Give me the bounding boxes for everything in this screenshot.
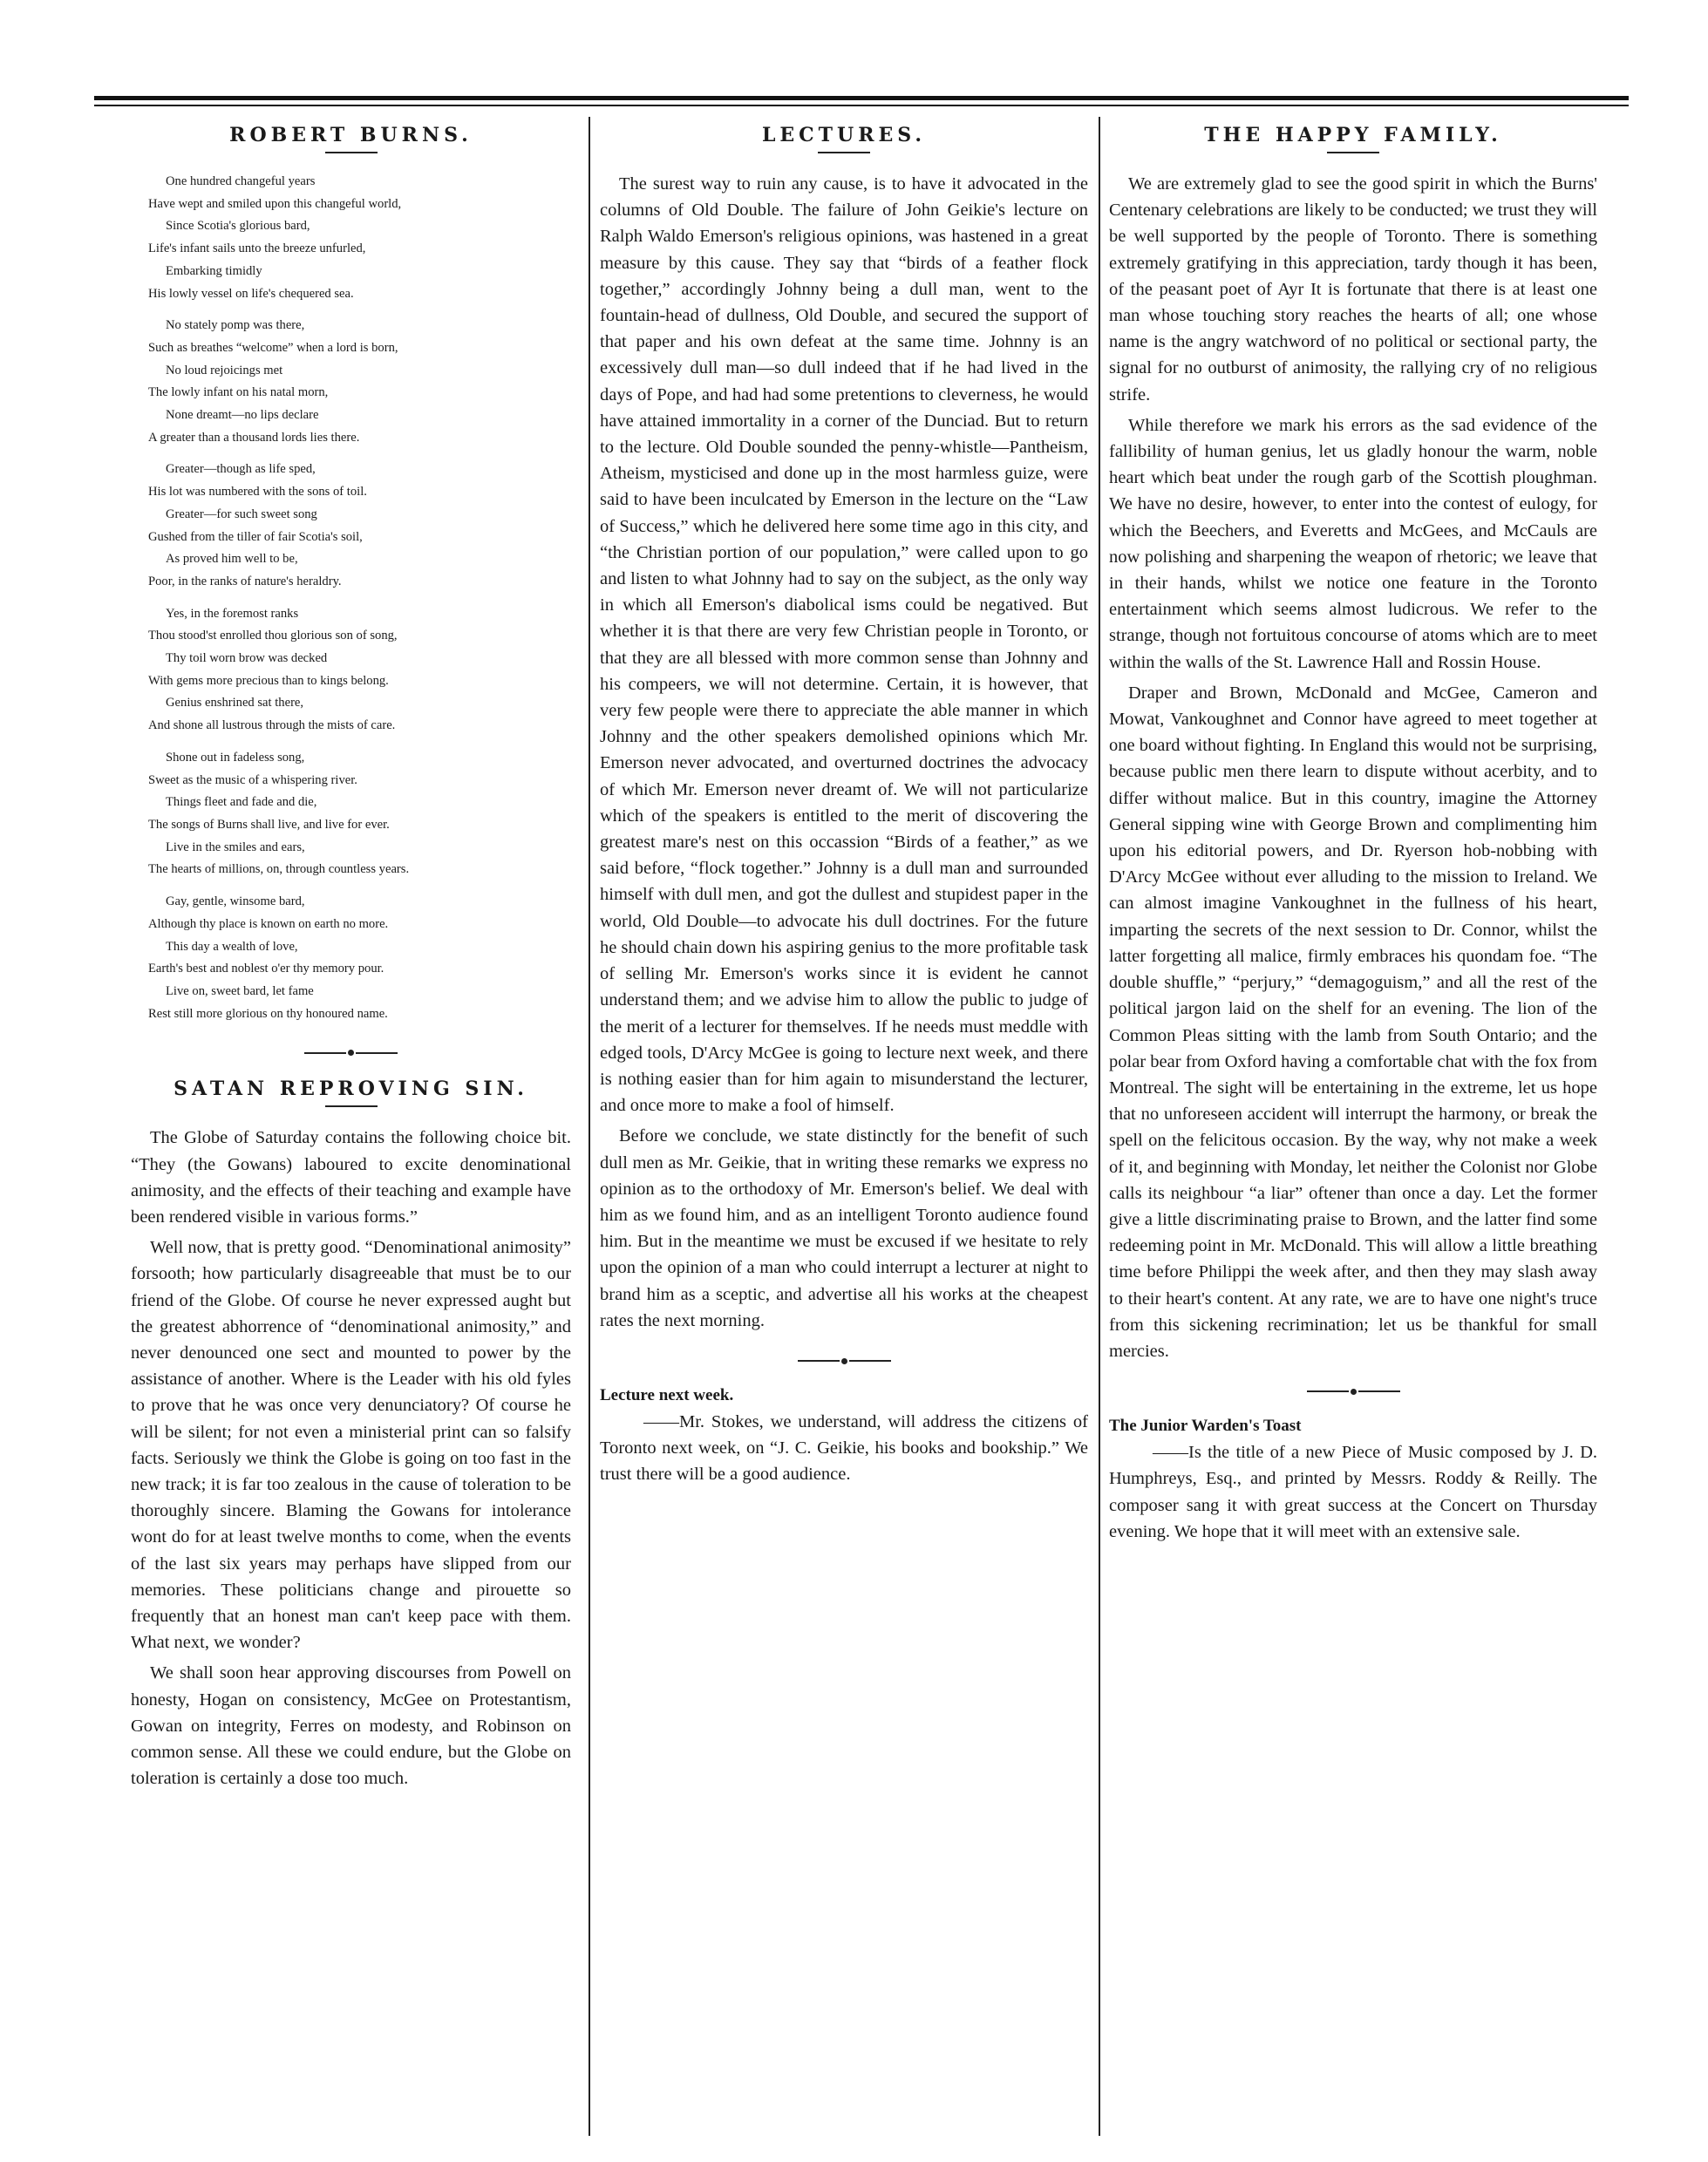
poem-line: With gems more precious than to kings belong. (148, 673, 389, 688)
poem-line: Rest still more glorious on thy honoured name. (148, 1006, 388, 1021)
title-rule (1327, 152, 1379, 153)
poem-stanza (148, 459, 571, 593)
notice-heading-lecture-next-week: Lecture next week. (600, 1385, 734, 1404)
article-paragraph: While therefore we mark his errors as the sad evidence of the fallibility of human genius, let us gladly honour the warm, noble heart which beat under the rough garb of the Scottish ploughman. We have no desire, however, to enter into the contest of eulogy, for which the Beechers, and Everetts and McGees, and McCauls are now polishing and sharpening the weapon of rhetoric; we leave that in their hands, whilst we notice one feature in the Toronto entertainment which seems almost ludicrous. We refer to the strange, though not fortuitous concourse of atoms which are to meet within the walls of the St. Lawrence Hall and Rossin House. (1109, 415, 1597, 672)
section-ornament (1109, 1384, 1597, 1399)
title-rule (325, 152, 378, 153)
poem-line: Shone out in fadeless song, (166, 750, 305, 765)
column-divider (589, 117, 590, 2136)
poem-line: Since Scotia's glorious bard, (166, 219, 310, 234)
column-left (131, 117, 571, 2122)
article-title-happy-family: THE HAPPY FAMILY. (1204, 124, 1502, 146)
column-middle (600, 117, 1088, 2122)
column-right (1109, 117, 1597, 2122)
poem-line: Thou stood'st enrolled thou glorious son of song, (148, 629, 398, 643)
article-title-satan-reproving-sin: SATAN REPROVING SIN. (174, 1078, 528, 1101)
notice-heading-junior-wardens-toast: The Junior Warden's Toast (1109, 1417, 1302, 1436)
poem-line: Earth's best and noblest o'er thy memory pour. (148, 962, 384, 976)
article-paragraph: We shall soon hear approving discourses from Powell on honesty, Hogan on consistency, McGee on Protestantism, Gowan on integrity, Ferres on modesty, and Robinson on common sense. All these we could endure, but the Globe on toleration is certainly a dose too much. (131, 1663, 571, 1789)
poem-line: The lowly infant on his natal morn, (148, 385, 329, 400)
poem-line: Poor, in the ranks of nature's heraldry. (148, 574, 342, 588)
article-paragraph: We are extremely glad to see the good spirit in which the Burns' Centenary celebrations are likely to be conducted; we trust they will be well supported by the people of Toronto. There is something extremely gratifying in this appreciation, tardy though it has been, of the peasant poet of Ayr It is fortunate that there is at least one man whose touching story reaches the hearts of all; one whose name is the angry watchword of no political or sectional party, the signal for no outburst of animosity, the rallying cry of no religious strife. (1109, 174, 1597, 405)
poem-line: Sweet as the music of a whispering river. (148, 772, 357, 787)
poem-line: His lot was numbered with the sons of toil. (148, 485, 367, 500)
poem-line: Gay, gentle, winsome bard, (166, 894, 305, 909)
poem-line: This day a wealth of love, (166, 939, 298, 954)
poem-line: Greater—though as life sped, (166, 462, 316, 477)
poem-line: Live on, sweet bard, let fame (166, 983, 314, 998)
poem-stanza (148, 747, 571, 881)
article-paragraph: The surest way to ruin any cause, is to have it advocated in the columns of Old Double. The failure of John Geikie's lecture on Ralph Waldo Emerson's religious opinions, was hastened in a great measure by this cause. They say that “birds of a feather flock together,” accordingly Johnny being a dull man, went to the fountain-head of dullness, Old Double, and secured the support of that paper and his own defeat at the same time. Johnny is an excessively dull man—so dull indeed that if he had lived in the days of Pope, and had had some pretentions to cleverness, he would have attained immortality in a corner of the Dunciad. But to return to the lecture. Old Double sounded the penny-whistle—Pantheism, Atheism, mysticised and done up in the most harmless guize, were said to have been inculcated by Emerson in the lecture on the “Law of Success,” which he delivered here some time ago in this city, and “the Christian portion of our population,” were called upon to go and listen to what Johnny had to say on the subject, as the only way in which all Emerson's diabolical isms could be negatived. But whether it is that there are very few Christian people in Toronto, or that they are all blessed with more common sense than Johnny and his compeers, we will not determine. Certain, it is however, that very few people were there to appreciate the able manner in which Johnny and the other speakers demolished opinions which Mr. Emerson never advocated, and overturned doctrines the advocacy of which Mr. Emerson never dreamt of. We will not particularize which of the speakers is entitled to the merit of discovering the greatest mare's nest on this occassion “Birds of a feather,” as we said before, “flock together.” Johnny is a dull man and surrounded himself with dull men, and got the dullest and stupidest paper in the world, Old Double—to advocate his dull doctrines. For the future he should chain down his aspiring genius to the more profitable task of selling Mr. Emerson's works since it is evident he cannot understand them; and we advise him to allow the public to judge of the merit of a lecturer for themselves. If he needs must meddle with edged tools, D'Arcy McGee is going to lecture next week, and there is nothing easier than for him again to misunderstand the lecturer, and once more to make a fool of himself. (600, 174, 1088, 1116)
poem-line: None dreamt—no lips declare (166, 408, 319, 423)
poem-line: No loud rejoicings met (166, 363, 283, 377)
poem-robert-burns (148, 171, 571, 1025)
title-rule (325, 1105, 378, 1107)
notice-text: ——Mr. Stokes, we understand, will address the citizens of Toronto next week, on “J. C. Geikie, his books and bookship.” We trust there will be a good audience. (600, 1411, 1088, 1485)
poem-line: Such as breathes “welcome” when a lord is born, (148, 340, 398, 355)
poem-line: Yes, in the foremost ranks (166, 606, 299, 621)
poem-line: Live in the smiles and ears, (166, 840, 305, 854)
poem-line: One hundred changeful years (166, 174, 316, 188)
poem-line: And shone all lustrous through the mists of care. (148, 718, 396, 733)
masthead-thick-rule (94, 96, 1629, 100)
article-title-robert-burns: ROBERT BURNS. (229, 124, 473, 146)
poem-stanza (148, 603, 571, 738)
poem-stanza (148, 891, 571, 1025)
notice-text: ——Is the title of a new Piece of Music composed by J. D. Humphreys, Esq., and printed by Messrs. Roddy & Reilly. The composer sang it with great success at the Concert on Thursday evening. We hope that it will meet with an extensive sale. (1109, 1443, 1597, 1541)
poem-line: The hearts of millions, on, through countless years. (148, 862, 410, 877)
article-paragraph: Well now, that is pretty good. “Denominational animosity” forsooth; how particularly disagreeable that must be to our friend of the Globe. Of course he never expressed aught but the greatest abhorrence of “denominational animosity,” and never denounced one sect and mounted to power by the assistance of another. Where is the Leader with his old fyles to prove that he was once very denunciatory? Of course he will be silent; for not even a ministerial print can so falsify facts. Seriously we think the Globe is going on too fast in the new track; it is far too zealous in the cause of toleration to be thoroughly sincere. Blaming the Gowans for intolerance wont do for at least twelve months to come, when the events of the last six years may perhaps have slipped from our memories. These politicians change and pirouette so frequently that an honest man can't keep pace with them. What next, we wonder? (131, 1238, 571, 1653)
poem-line: A greater than a thousand lords lies there. (148, 430, 360, 445)
section-ornament (600, 1353, 1088, 1369)
poem-line: The songs of Burns shall live, and live for ever. (148, 817, 390, 832)
article-paragraph: The Globe of Saturday contains the following choice bit. “They (the Gowans) laboured to excite denominational animosity, and the effects of their teaching and example have been rendered visible in various forms.” (131, 1128, 571, 1227)
poem-line: Things fleet and fade and die, (166, 795, 317, 810)
article-paragraph: Before we conclude, we state distinctly for the benefit of such dull men as Mr. Geikie, that in writing these remarks we express no opinion as to the orthodoxy of Mr. Emerson's belief. We deal with him as we found him, and as an intelligent Toronto audience found him. But in the meantime we must be excused if we hesitate to rely upon the opinion of a man who could interrupt a lecturer at night to brand him as a sceptic, and advertise all his works at the cheapest rates the next morning. (600, 1126, 1088, 1330)
poem-line: Gushed from the tiller of fair Scotia's soil, (148, 529, 363, 544)
poem-line: Although thy place is known on earth no more. (148, 916, 389, 931)
poem-line: Thy toil worn brow was decked (166, 651, 328, 666)
poem-line: Genius enshrined sat there, (166, 696, 304, 710)
title-rule (818, 152, 870, 153)
masthead-thin-rule (94, 105, 1629, 106)
poem-line: Embarking timidly (166, 263, 262, 278)
column-divider (1099, 117, 1100, 2136)
poem-line: No stately pomp was there, (166, 318, 305, 333)
poem-line: As proved him well to be, (166, 552, 298, 567)
poem-line: Life's infant sails unto the breeze unfurled, (148, 241, 366, 256)
poem-line: Have wept and smiled upon this changeful world, (148, 196, 402, 211)
article-title-lectures: LECTURES. (761, 124, 927, 146)
poem-line: Greater—for such sweet song (166, 507, 317, 521)
article-paragraph: Draper and Brown, McDonald and McGee, Cameron and Mowat, Vankoughnet and Connor have agreed to meet together at one board without fighting. In England this would not be surprising, because public men there learn to dispute without acerbity, and to differ without malice. But in this country, imagine the Attorney General sipping wine with George Brown and complimenting him upon his editorial powers, and Dr. Ryerson hob-nobbing with D'Arcy McGee without ever alluding to the mission to Ireland. We can almost imagine Vankoughnet in the fullness of his heart, imparting the secrets of the next session to Dr. Connor, whilst the latter forgetting all malice, firmly embraces his quondam foe. “The double shuffle,” “perjury,” “demagoguism,” and all the rest of the political jargon laid on the shelf for an evening. The lion of the Common Pleas sitting with the lamb from South Ontario; and the polar bear from Oxford having a comfortable chat with the fox from Montreal. The sight will be entertaining in the extreme, let us hope that no unforeseen accident will interrupt the harmony, or break the spell on the felicitous occasion. By the way, why not make a week of it, and beginning with Monday, let neither the Colonist nor Globe calls its neighbour “a liar” oftener than once a day. Let the former give a little discriminating praise to Brown, and the latter find some redeeming point in Mr. McDonald. This will allow a little breathing time before Philippi the week after, and then they may slash away to their heart's content. At any rate, we are to have one night's truce from this sickening recrimination; let us be thankful for small mercies. (1109, 683, 1597, 1361)
section-ornament (131, 1044, 571, 1060)
poem-stanza (148, 171, 571, 305)
poem-stanza (148, 315, 571, 449)
poem-line: His lowly vessel on life's chequered sea. (148, 286, 354, 301)
